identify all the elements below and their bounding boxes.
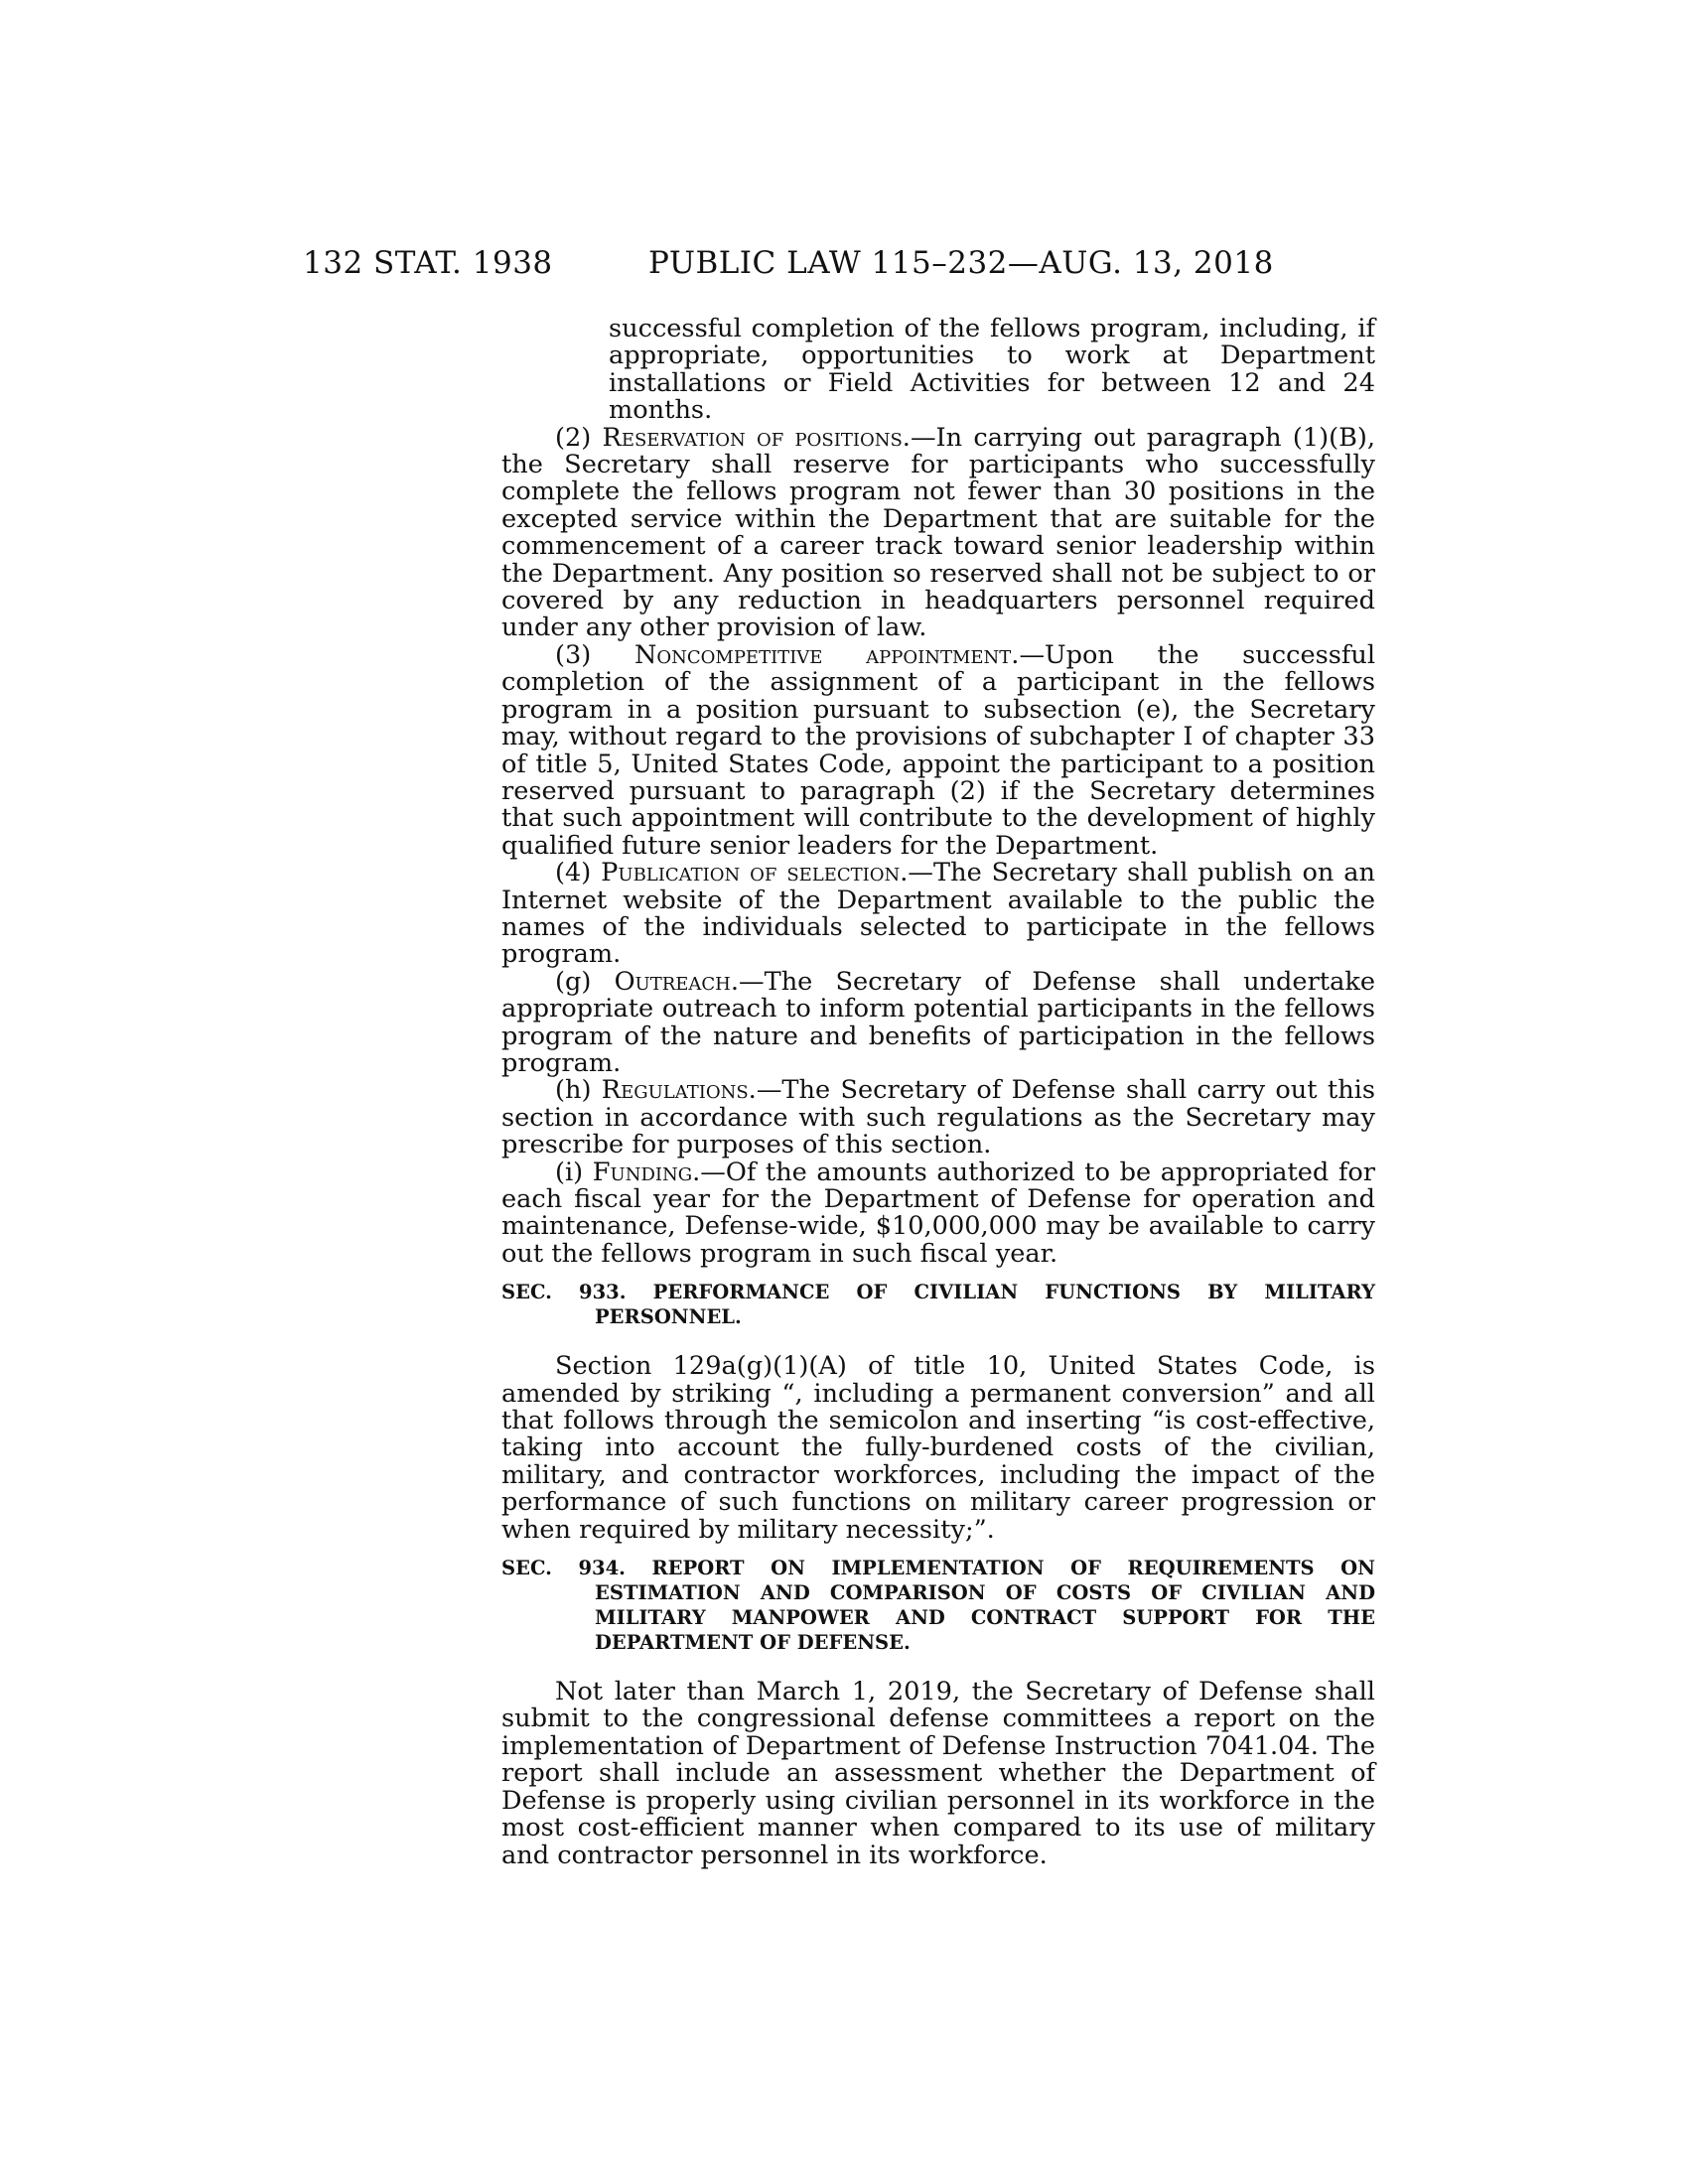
stat-page-reference: 132 STAT. 1938: [303, 245, 553, 281]
section-933-text: Section 129a(g)(1)(A) of title 10, United States Code, is amended by striking “, including a permanent conversion” and all that follows through the semicolon and inserting “is cost-effective, taking into account the fully-burdened costs of the civilian, military, and contractor workforces, including the impact of the performance of such functions on military career progression or when required by military necessity;”.: [501, 1351, 1375, 1545]
paragraph-text: —The Secretary shall publish on an Internet website of the Department available to the public the names of the individuals selected to participate in the fellows program.: [501, 858, 1375, 970]
paragraph-number: (3): [555, 639, 592, 670]
subsection-text: —The Secretary of Defense shall undertake appropriate outreach to inform potential participants in the fellows program of the nature and benefits of participation in the fellows program.: [501, 966, 1376, 1078]
paragraph-number: (2): [555, 422, 592, 453]
subsection-i: [501, 1157, 1375, 1269]
paragraph-number: (4): [555, 858, 592, 888]
subsection-letter: (h): [555, 1075, 592, 1106]
paragraph-heading: Publication of selection.: [601, 858, 909, 888]
document-body: [501, 316, 1375, 1869]
continuation-paragraph: successful completion of the fellows program, including, if appropriate, opportunities to work at Department installations or Field Activities for between 12 and 24 months.: [609, 314, 1375, 426]
paragraph-4: [501, 860, 1375, 969]
paragraph-2: [501, 422, 1376, 643]
subsection-h: [501, 1077, 1375, 1159]
subsection-letter: (g): [555, 966, 592, 997]
subsection-heading: Funding.: [592, 1157, 701, 1187]
section-934-text: Not later than March 1, 2019, the Secretary of Defense shall submit to the congressional defense committees a report on the implementation of Department of Defense Instruction 7041.04. The report shall include an assessment whether the Department of Defense is properly using civilian personnel in its workforce in the most cost-efficient manner when compared to its use of military and contractor personnel in its workforce.: [501, 1677, 1375, 1870]
paragraph-heading: Reservation of positions.: [602, 422, 911, 453]
paragraph-heading: Noncompetitive appointment.: [633, 639, 1020, 670]
public-law-title: PUBLIC LAW 115–232—AUG. 13, 2018: [648, 245, 1274, 281]
subsection-letter: (i): [555, 1157, 584, 1187]
subsection-text: —The Secretary of Defense shall carry out this section in accordance with such regulations as the Secretary may prescribe for purposes of this section.: [501, 1075, 1375, 1160]
subsection-text: —Of the amounts authorized to be appropriated for each fiscal year for the Department of Defense for operation and maintenance, Defense-wide, $10,000,000 may be available to carry out the fellows program in such fiscal year.: [501, 1157, 1375, 1269]
section-934-heading: SEC. 934. REPORT ON IMPLEMENTATION OF REQUIREMENTS ON ESTIMATION AND COMPARISON OF COSTS OF CIVILIAN AND MILITARY MANPOWER AND CONTRACT SUPPORT FOR THE DEPARTMENT OF DEFENSE.: [501, 1557, 1375, 1655]
paragraph-3: [501, 639, 1375, 861]
section-933-heading: SEC. 933. PERFORMANCE OF CIVILIAN FUNCTIONS BY MILITARY PERSONNEL.: [501, 1281, 1375, 1329]
subsection-heading: Outreach.: [614, 966, 740, 997]
page-header: [0, 245, 1688, 285]
subsection-heading: Regulations.: [601, 1075, 757, 1106]
paragraph-text: —In carrying out paragraph (1)(B), the Secretary shall reserve for participants who successfully complete the fellows program not fewer than 30 positions in the excepted service within the Department that are suitable for the commencement of a career track toward senior leadership within the Department. Any position so reserved shall not be subject to or covered by any reduction in headquarters personnel required under any other provision of law.: [501, 422, 1376, 643]
paragraph-text: —Upon the successful completion of the assignment of a participant in the fellows program in a position pursuant to subsection (e), the Secretary may, without regard to the provisions of subchapter I of chapter 33 of title 5, United States Code, appoint the participant to a position reserved pursuant to paragraph (2) if the Secretary determines that such appointment will contribute to the development of highly qualified future senior leaders for the Department.: [501, 639, 1375, 861]
subsection-g: [501, 966, 1376, 1078]
